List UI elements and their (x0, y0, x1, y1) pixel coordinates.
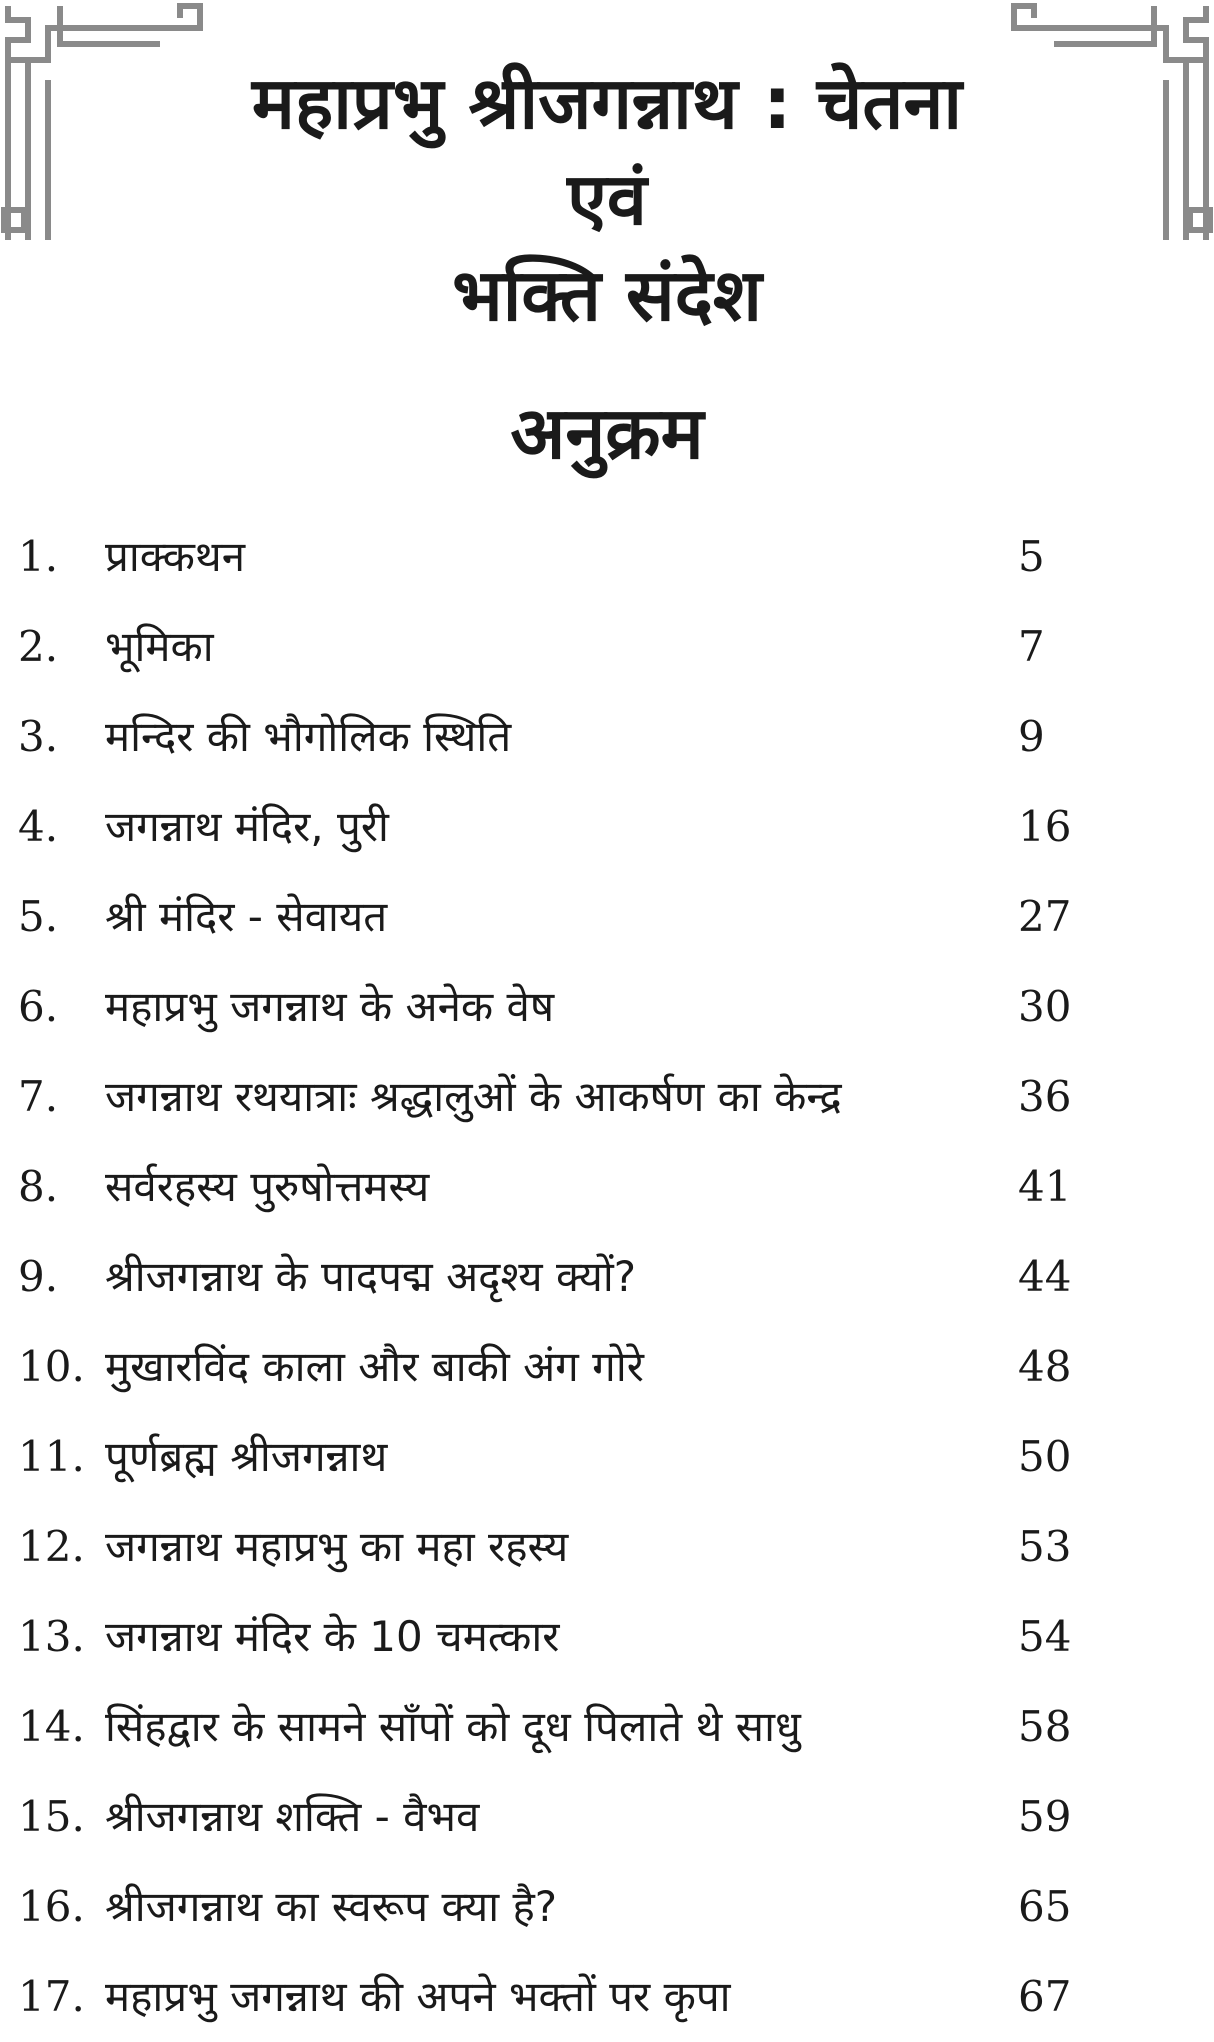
toc-entry-number: 11. (18, 1432, 85, 1481)
toc-entry-page: 50 (1018, 1432, 1072, 1481)
toc-entry-title: सर्वरहस्य पुरुषोत्तमस्य (105, 1162, 430, 1211)
toc-entry-page: 53 (1018, 1522, 1072, 1571)
title-line-2: एवं (567, 157, 647, 241)
toc-entry-title: श्रीजगन्नाथ का स्वरूप क्या है? (105, 1882, 558, 1931)
toc-entry (18, 602, 1198, 692)
toc-entry-title: जगन्नाथ महाप्रभु का महा रहस्य (105, 1522, 569, 1571)
toc-entry (18, 1592, 1198, 1682)
toc-entry (18, 1952, 1198, 2042)
toc-entry-page: 67 (1018, 1972, 1072, 2021)
title-line-1: महाप्रभु श्रीजगन्नाथ : चेतना (251, 61, 963, 145)
toc-entry-title: मन्दिर की भौगोलिक स्थिति (105, 712, 512, 761)
toc-entry-title: श्रीजगन्नाथ के पादपद्म अदृश्य क्यों? (105, 1252, 637, 1301)
toc-entry (18, 1772, 1198, 1862)
toc-entry-title: जगन्नाथ मंदिर, पुरी (105, 802, 389, 851)
toc-entry-page: 36 (1018, 1072, 1072, 1121)
toc-entry-number: 8. (18, 1162, 59, 1211)
book-title (0, 55, 1214, 343)
toc-entry (18, 512, 1198, 602)
toc-entry-number: 15. (18, 1792, 85, 1841)
toc-entry-title: महाप्रभु जगन्नाथ के अनेक वेष (105, 982, 555, 1031)
toc-entry-title: सिंहद्वार के सामने साँपों को दूध पिलाते थे साधु (105, 1702, 801, 1751)
toc-entry-number: 13. (18, 1612, 85, 1661)
toc-entry-title: महाप्रभु जगन्नाथ की अपने भक्तों पर कृपा (105, 1972, 731, 2021)
toc-entry-number: 6. (18, 982, 59, 1031)
toc-entry-number: 14. (18, 1702, 85, 1751)
toc-entry (18, 1142, 1198, 1232)
toc-entry (18, 782, 1198, 872)
toc-entry (18, 1862, 1198, 1952)
toc-entry-number: 9. (18, 1252, 59, 1301)
toc-entry-title: प्राक्कथन (105, 532, 246, 581)
toc-entry-number: 7. (18, 1072, 59, 1121)
title-line-3: भक्ति संदेश (452, 253, 762, 337)
toc-entry-title: श्री मंदिर - सेवायत (105, 892, 388, 941)
toc-heading: अनुक्रम (510, 391, 704, 475)
toc-entry-title: श्रीजगन्नाथ शक्ति - वैभव (105, 1792, 480, 1841)
toc-entry (18, 1322, 1198, 1412)
toc-entry-page: 5 (1018, 532, 1045, 581)
toc-entry (18, 962, 1198, 1052)
toc-entry-number: 5. (18, 892, 59, 941)
toc-entry (18, 1682, 1198, 1772)
toc-entry-page: 7 (1018, 622, 1045, 671)
toc-entry-number: 16. (18, 1882, 85, 1931)
toc-entry (18, 1232, 1198, 1322)
toc-entry-page: 54 (1018, 1612, 1072, 1661)
toc-entry-number: 3. (18, 712, 59, 761)
toc-entry-title: भूमिका (105, 622, 214, 671)
toc-entry-page: 16 (1018, 802, 1072, 851)
toc-entry-number: 17. (18, 1972, 85, 2021)
table-of-contents (18, 512, 1198, 2042)
toc-entry (18, 1412, 1198, 1502)
toc-entry-page: 59 (1018, 1792, 1072, 1841)
toc-entry-number: 10. (18, 1342, 85, 1391)
toc-entry-page: 58 (1018, 1702, 1072, 1751)
toc-entry-number: 2. (18, 622, 59, 671)
toc-entry-page: 44 (1018, 1252, 1072, 1301)
toc-entry-page: 48 (1018, 1342, 1072, 1391)
toc-entry-page: 30 (1018, 982, 1072, 1031)
toc-entry (18, 1052, 1198, 1142)
toc-entry-number: 4. (18, 802, 59, 851)
toc-entry (18, 692, 1198, 782)
toc-entry-title: पूर्णब्रह्म श्रीजगन्नाथ (105, 1432, 388, 1481)
toc-entry-title: जगन्नाथ रथयात्राः श्रद्धालुओं के आकर्षण का केन्द्र (105, 1072, 842, 1121)
toc-entry-number: 12. (18, 1522, 85, 1571)
toc-entry-page: 41 (1018, 1162, 1072, 1211)
toc-entry-page: 27 (1018, 892, 1072, 941)
toc-entry (18, 1502, 1198, 1592)
toc-entry (18, 872, 1198, 962)
toc-entry-title: जगन्नाथ मंदिर के 10 चमत्कार (105, 1612, 560, 1661)
toc-entry-number: 1. (18, 532, 59, 581)
toc-entry-page: 9 (1018, 712, 1045, 761)
toc-entry-page: 65 (1018, 1882, 1072, 1931)
toc-entry-title: मुखारविंद काला और बाकी अंग गोरे (105, 1342, 644, 1391)
